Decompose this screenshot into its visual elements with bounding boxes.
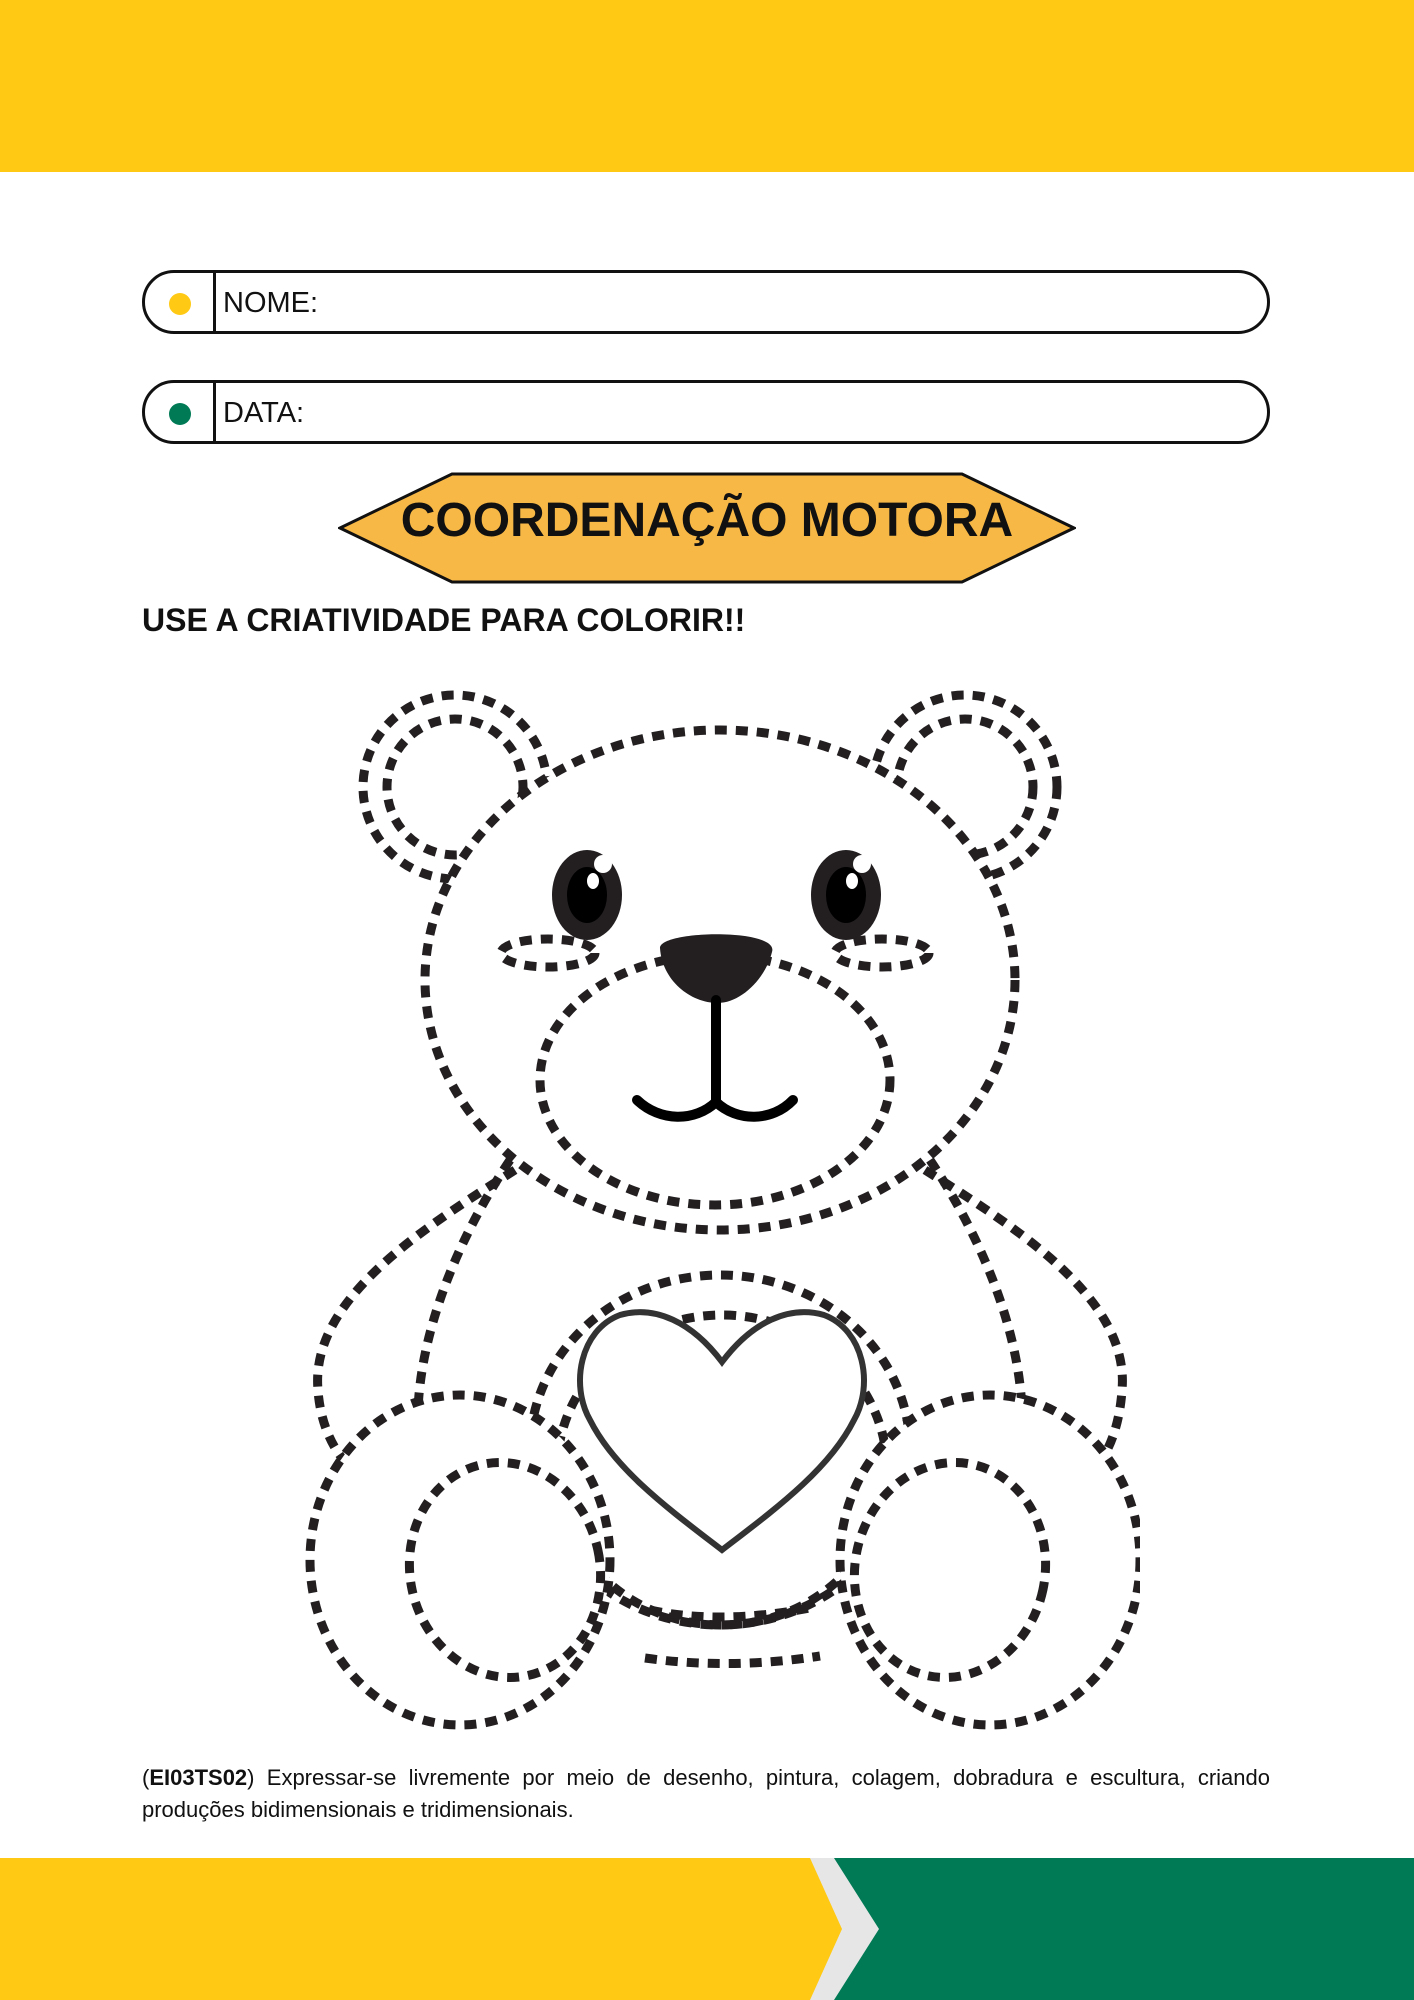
belly-bottom-line [650,1608,810,1617]
curriculum-code: EI03TS02 [149,1765,248,1790]
yellow-bullet-icon [169,293,191,315]
name-label: NOME: [223,287,319,319]
footnote-open-paren: ( [142,1765,150,1790]
footer-band [0,1858,1414,2000]
footer-green [834,1858,1414,2000]
left-foot-outer [310,1395,610,1725]
right-arm-inner [930,1160,1022,1430]
right-foot-outer [840,1395,1140,1725]
title-banner [338,471,1076,585]
belly-lower-line [645,1656,820,1664]
field-divider [213,383,216,441]
instruction-text: USE A CRIATIVIDADE PARA COLORIR!! [142,602,746,638]
field-divider [213,273,216,331]
footnote-text: ) Expressar-se livremente por meio de desenho, pintura, colagem, dobradura e escultura, criando produções bidimensionais e tridimensionais. [142,1765,1270,1822]
header-band [0,0,1414,172]
name-field[interactable] [142,270,1270,334]
left-arm-inner [418,1160,510,1430]
green-bullet-icon [169,403,191,425]
curriculum-footnote [142,1762,1270,1826]
page-title: COORDENAÇÃO MOTORA [400,494,1014,547]
date-label: DATA: [223,397,305,429]
left-eye-icon [552,850,622,940]
teddy-bear-illustration [300,690,1140,1760]
right-eye-icon [811,850,881,940]
heart-icon [580,1312,864,1550]
date-field[interactable] [142,380,1270,444]
